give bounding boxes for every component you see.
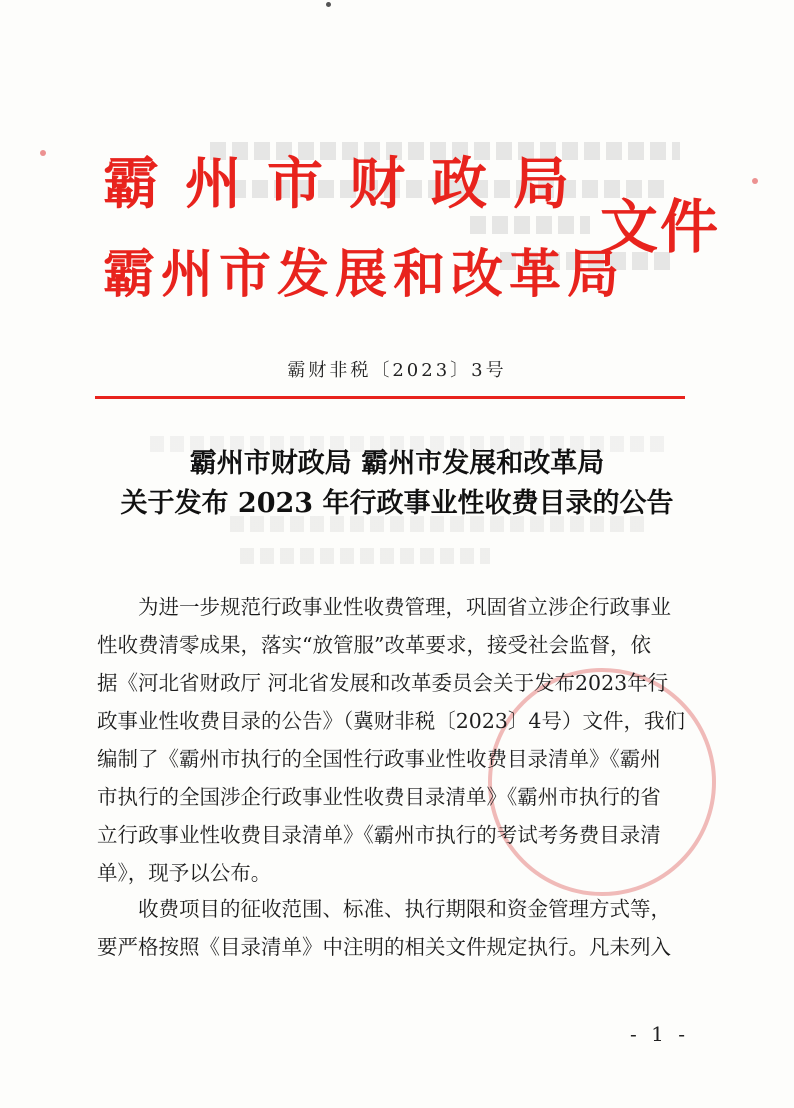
paragraph-line: 立行政事业性收费目录清单》《霸州市执行的考试考务费目录清 xyxy=(97,823,661,847)
paragraph-line: 编制了《霸州市执行的全国性行政事业性收费目录清单》《霸州 xyxy=(97,747,661,771)
page-number: - 1 - xyxy=(630,1022,689,1046)
red-separator-line xyxy=(95,396,685,399)
scan-speck xyxy=(40,150,46,156)
paragraph-line: 市执行的全国涉企行政事业性收费目录清单》《霸州市执行的省 xyxy=(97,785,661,809)
paragraph-line: 收费项目的征收范围、标准、执行期限和资金管理方式等， xyxy=(138,897,671,921)
announcement-title-line1: 霸州市财政局 霸州市发展和改革局 xyxy=(189,448,605,479)
document-word: 文件 xyxy=(600,193,721,261)
document-number: 霸财非税〔2023〕3号 xyxy=(287,360,507,381)
paragraph-line: 据《河北省财政厅 河北省发展和改革委员会关于发布2023年行 xyxy=(97,671,669,695)
scan-speck xyxy=(752,178,758,184)
paragraph-line: 为进一步规范行政事业性收费管理，巩固省立涉企行政事业 xyxy=(138,595,671,619)
body-paragraph-1 xyxy=(97,588,689,892)
paragraph-line: 单》，现予以公布。 xyxy=(97,861,272,885)
scan-speck xyxy=(326,2,331,7)
body-paragraph-2 xyxy=(97,890,689,966)
paragraph-line: 政事业性收费目录的公告》（冀财非税〔2023〕4号）文件，我们 xyxy=(97,709,685,733)
announcement-title-line2: 关于发布 2023 年行政事业性收费目录的公告 xyxy=(120,488,674,519)
issuing-org-development-reform-bureau: 霸州市发展和改革局 xyxy=(103,244,626,305)
paragraph-line: 要严格按照《目录清单》中注明的相关文件规定执行。凡未列入 xyxy=(97,935,671,959)
paragraph-line: 性收费清零成果，落实“放管服”改革要求，接受社会监督，依 xyxy=(97,633,651,657)
issuing-org-finance-bureau: 霸州市财政局 xyxy=(103,151,595,217)
bleed-through xyxy=(240,548,490,564)
